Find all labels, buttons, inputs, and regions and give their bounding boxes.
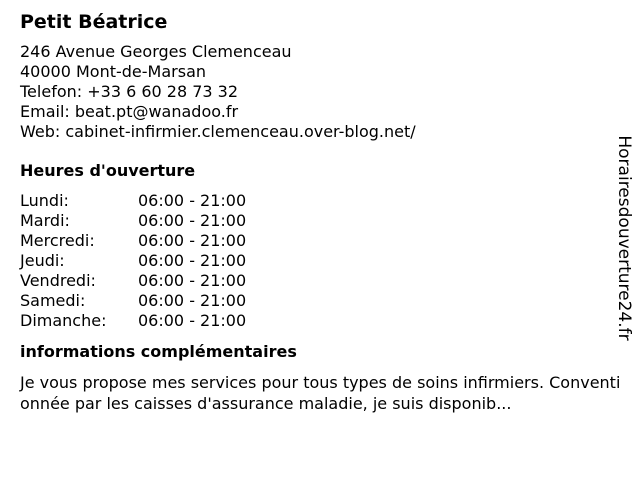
additional-info-text: Je vous propose mes services pour tous types de soins infirmiers. Conventionnée par les caisses d'assurance maladie, je suis disponib...	[20, 373, 621, 413]
day-label: Lundi:	[20, 191, 69, 210]
hours-row-sunday	[20, 311, 610, 331]
watermark	[612, 133, 636, 343]
hours-row-tuesday	[20, 211, 610, 231]
day-label: Mercredi:	[20, 231, 95, 250]
hours-row-wednesday	[20, 231, 610, 251]
business-name: Petit Béatrice	[20, 11, 168, 33]
phone-number[interactable]: Telefon: +33 6 60 28 73 32	[20, 82, 239, 101]
watermark-text: Horairesdouverture24.fr	[614, 135, 634, 341]
contact-block	[20, 42, 610, 142]
time-range: 06:00 - 21:00	[138, 211, 247, 230]
address-city: 40000 Mont-de-Marsan	[20, 62, 207, 81]
time-range: 06:00 - 21:00	[138, 191, 247, 210]
day-label: Vendredi:	[20, 271, 96, 290]
website-link[interactable]: Web: cabinet-infirmier.clemenceau.over-blog.net/	[20, 122, 416, 141]
email-address[interactable]: Email: beat.pt@wanadoo.fr	[20, 102, 239, 121]
business-card	[20, 10, 621, 414]
hours-row-monday	[20, 191, 610, 211]
additional-info-heading: informations complémentaires	[20, 342, 297, 361]
time-range: 06:00 - 21:00	[138, 251, 247, 270]
day-label: Jeudi:	[20, 251, 65, 270]
opening-hours-table	[20, 191, 610, 331]
opening-hours-heading: Heures d'ouverture	[20, 161, 196, 180]
day-label: Samedi:	[20, 291, 86, 310]
time-range: 06:00 - 21:00	[138, 271, 247, 290]
time-range: 06:00 - 21:00	[138, 291, 247, 310]
address-street: 246 Avenue Georges Clemenceau	[20, 42, 292, 61]
hours-row-friday	[20, 271, 610, 291]
hours-row-saturday	[20, 291, 610, 311]
time-range: 06:00 - 21:00	[138, 231, 247, 250]
hours-row-thursday	[20, 251, 610, 271]
day-label: Dimanche:	[20, 311, 107, 330]
time-range: 06:00 - 21:00	[138, 311, 247, 330]
day-label: Mardi:	[20, 211, 70, 230]
